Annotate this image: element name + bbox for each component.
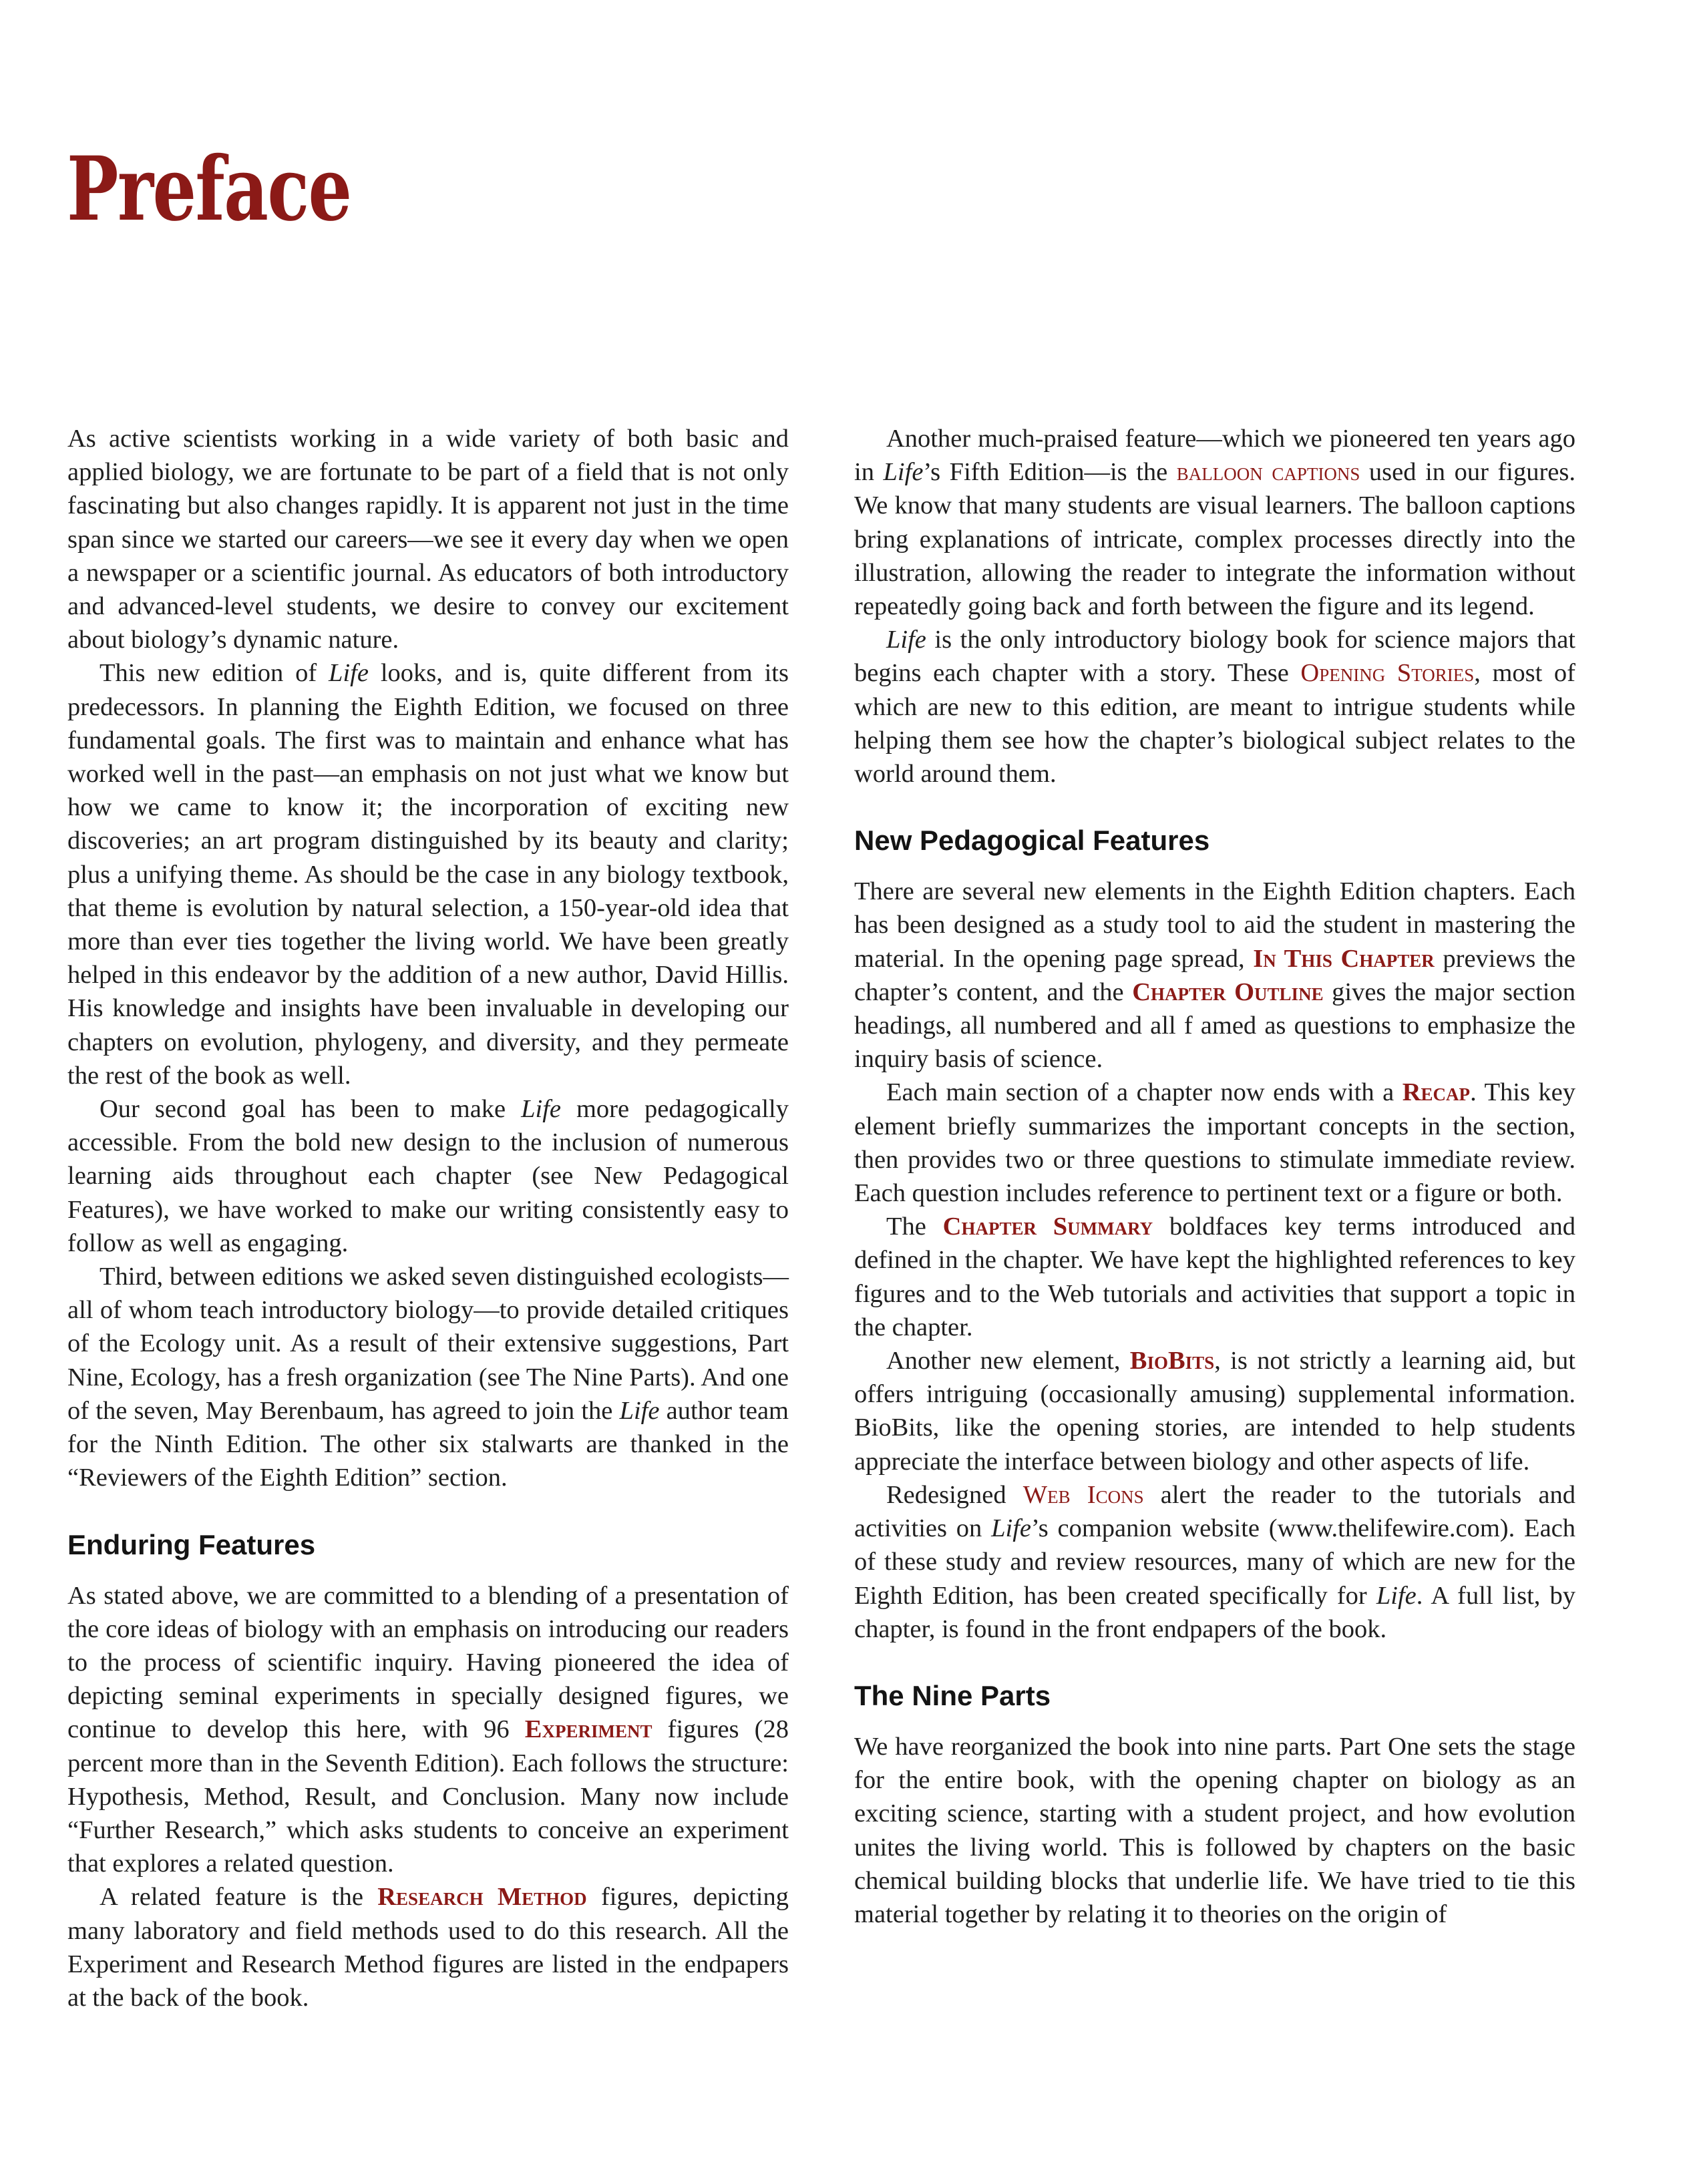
left-column [67, 422, 789, 2014]
paragraph-text: There are several new elements in the Eighth Edition chapters. Each has been designed as a study tool to aid the student in mastering the material. In the opening page spread, [854, 877, 1575, 973]
paragraph-text: boldfaces key terms introduced and defined in the chapter. We have kept the highlighted references to key figures and to the Web tutorials and activities that support a topic in the chapter. [854, 1213, 1575, 1341]
paragraph [854, 1344, 1575, 1478]
paragraph-text: gives the major section headings, all numbered and all f amed as questions to emphasize the inquiry basis of science. [854, 977, 1575, 1074]
section-heading: Enduring Features [67, 1528, 316, 1560]
paragraph-text: author team for the Ninth Edition. The other six stalwarts are thanked in the “Reviewers of the Eighth Edition” section. [67, 1396, 789, 1492]
feature-term: BioBits [1129, 1347, 1215, 1375]
paragraph [67, 1579, 789, 1881]
paragraph-text: , most of which are new to this edition, are meant to intrigue students while helping them see how the chapter’s biological subject relates to the world around them. [854, 659, 1575, 789]
feature-term: Chapter Outline [1132, 977, 1324, 1006]
paragraph [854, 1730, 1575, 1931]
paragraph [854, 875, 1575, 1076]
paragraph [854, 1478, 1575, 1646]
paragraph-text: Redesigned [886, 1480, 1023, 1509]
paragraph-text: As active scientists working in a wide variety of both basic and applied biology, we are fortunate to be part of a field that is not only fascinating but also changes rapidly. It is apparent not just in the time span since we started our careers—we see it every day when we open a newspaper or a scientific journal. As educators of both introductory and advanced-level students, we desire to convey our excitement about biology’s dynamic nature. [67, 425, 789, 654]
paragraph-text: As stated above, we are committed to a blending of a presentation of the core ideas of biology with an emphasis on introducing our readers to the process of scientific inquiry. Having pioneered the idea of depicting seminal experiments in specially designed figures, we continue to develop this here, with 96 [67, 1581, 789, 1744]
book-title: Life [521, 1095, 562, 1124]
paragraph-text: We have reorganized the book into nine parts. Part One sets the stage for the entire book, with the opening chapter on biology as an exciting science, starting with a student project, and how evolution unites the living world. This is followed by chapters on the basic chemical building blocks that underlie life. We have tried to tie this material together by relating it to theories on the origin of [854, 1732, 1575, 1928]
paragraph [67, 422, 789, 656]
paragraph [67, 1092, 789, 1260]
paragraph-text: Our second goal has been to make [100, 1095, 522, 1124]
paragraph-text: used in our figures. We know that many students are visual learners. The balloon captions bring explanations of intricate, complex processes directly into the illustration, allowing the reader to integrate the information without repeatedly going back and forth between the figure and its legend. [854, 458, 1575, 621]
paragraph-text: looks, and is, quite different from its predecessors. In planning the Eighth Edition, we focused on three fundamental goals. The first was to maintain and enhance what has worked well in the past—an emphasis on not just what we know but how we came to know it; the incorporation of exciting new discoveries; an art program distinguished by its beauty and clarity; plus a unifying theme. As should be the case in any biology textbook, that theme is evolution by natural selection, a 150-year-old idea that more than ever ties together the living world. We have been greatly helped in this endeavor by the addition of a new author, David Hillis. His knowledge and insights have been invaluable in developing our chapters on evolution, phylogeny, and diversity, and they permeate the rest of the book as well. [67, 659, 789, 1090]
paragraph [854, 623, 1575, 791]
paragraph-text: ’s companion website (www.thelifewire.com). Each of these study and review resources, many of which are new for the Eighth Edition, has been created specifically for [854, 1514, 1575, 1610]
paragraph [67, 1260, 789, 1494]
paragraph [854, 1076, 1575, 1210]
feature-term: In This Chapter [1253, 944, 1435, 973]
paragraph-text: , is not strictly a learning aid, but offers intriguing (occasionally amusing) supplemental information. BioBits, like the opening stories, are intended to help students appreciate the interface between biology and other aspects of life. [854, 1347, 1576, 1476]
feature-term: Experiment [524, 1715, 652, 1744]
feature-term: Chapter Summary [942, 1213, 1153, 1241]
feature-term: Web Icons [1022, 1480, 1144, 1509]
feature-term: Research Method [377, 1883, 587, 1912]
paragraph-text: is the only introductory biology book for science majors that begins each chapter with a story. These [854, 626, 1575, 688]
book-title: Life [329, 659, 369, 688]
paragraph-text: alert the reader to the tutorials and activities on [854, 1480, 1576, 1543]
book-title: Life [883, 458, 924, 487]
paragraph-text: Third, between editions we asked seven distinguished ecologists—all of whom teach introductory biology—to provide detailed critiques of the Ecology unit. As a result of their extensive suggestions, Part Nine, Ecology, has a fresh organization (see The Nine Parts). And one of the seven, May Berenbaum, has agreed to join the [67, 1263, 789, 1425]
paragraph-text: The [886, 1213, 943, 1241]
paragraph [67, 656, 789, 1092]
book-title: Life [1376, 1581, 1417, 1610]
paragraph-text: ’s Fifth Edition—is the [923, 458, 1177, 487]
paragraph-text: . This key element briefly summarizes the important concepts in the section, then provides two or three questions to stimulate immediate review. Each question includes reference to pertinent text or a figure or both. [854, 1078, 1576, 1208]
paragraph-text: figures, depicting many laboratory and field methods used to do this research. All the Experiment and Research Method figures are listed in the endpapers at the back of the book. [67, 1883, 789, 2012]
paragraph-text: This new edition of [100, 659, 329, 688]
book-title: Life [886, 626, 926, 654]
paragraph [854, 1210, 1575, 1344]
section-heading: New Pedagogical Features [854, 825, 1210, 857]
book-title: Life [619, 1396, 660, 1425]
paragraph [854, 422, 1575, 623]
feature-term: Recap [1402, 1078, 1471, 1107]
paragraph-text: figures (28 percent more than in the Seventh Edition). Each follows the structure: Hypothesis, Method, Result, and Conclusion. Many now include “Further Research,” which asks students to conceive an experiment that explores a related question. [67, 1715, 789, 1878]
right-column [854, 422, 1575, 1931]
paragraph-text: Each main section of a chapter now ends with a [886, 1078, 1403, 1107]
paragraph-text: more pedagogically accessible. From the bold new design to the inclusion of numerous learning aids throughout each chapter (see New Pedagogical Features), we have worked to make our writing consistently easy to follow as well as engaging. [67, 1095, 789, 1257]
paragraph [67, 1880, 789, 2014]
paragraph-text: previews the chapter’s content, and the [854, 944, 1576, 1006]
section-heading: The Nine Parts [854, 1679, 1051, 1711]
paragraph-text: Another new element, [886, 1347, 1130, 1375]
paragraph-text: . A full list, by chapter, is found in the front endpapers of the book. [854, 1581, 1576, 1643]
feature-term: Opening Stories [1300, 659, 1475, 688]
feature-term: balloon captions [1176, 458, 1360, 487]
book-title: Life [991, 1514, 1032, 1543]
page-title: Preface [67, 138, 351, 241]
paragraph-text: A related feature is the [100, 1883, 378, 1912]
paragraph-text: Another much-praised feature—which we pioneered ten years ago in [854, 425, 1575, 487]
